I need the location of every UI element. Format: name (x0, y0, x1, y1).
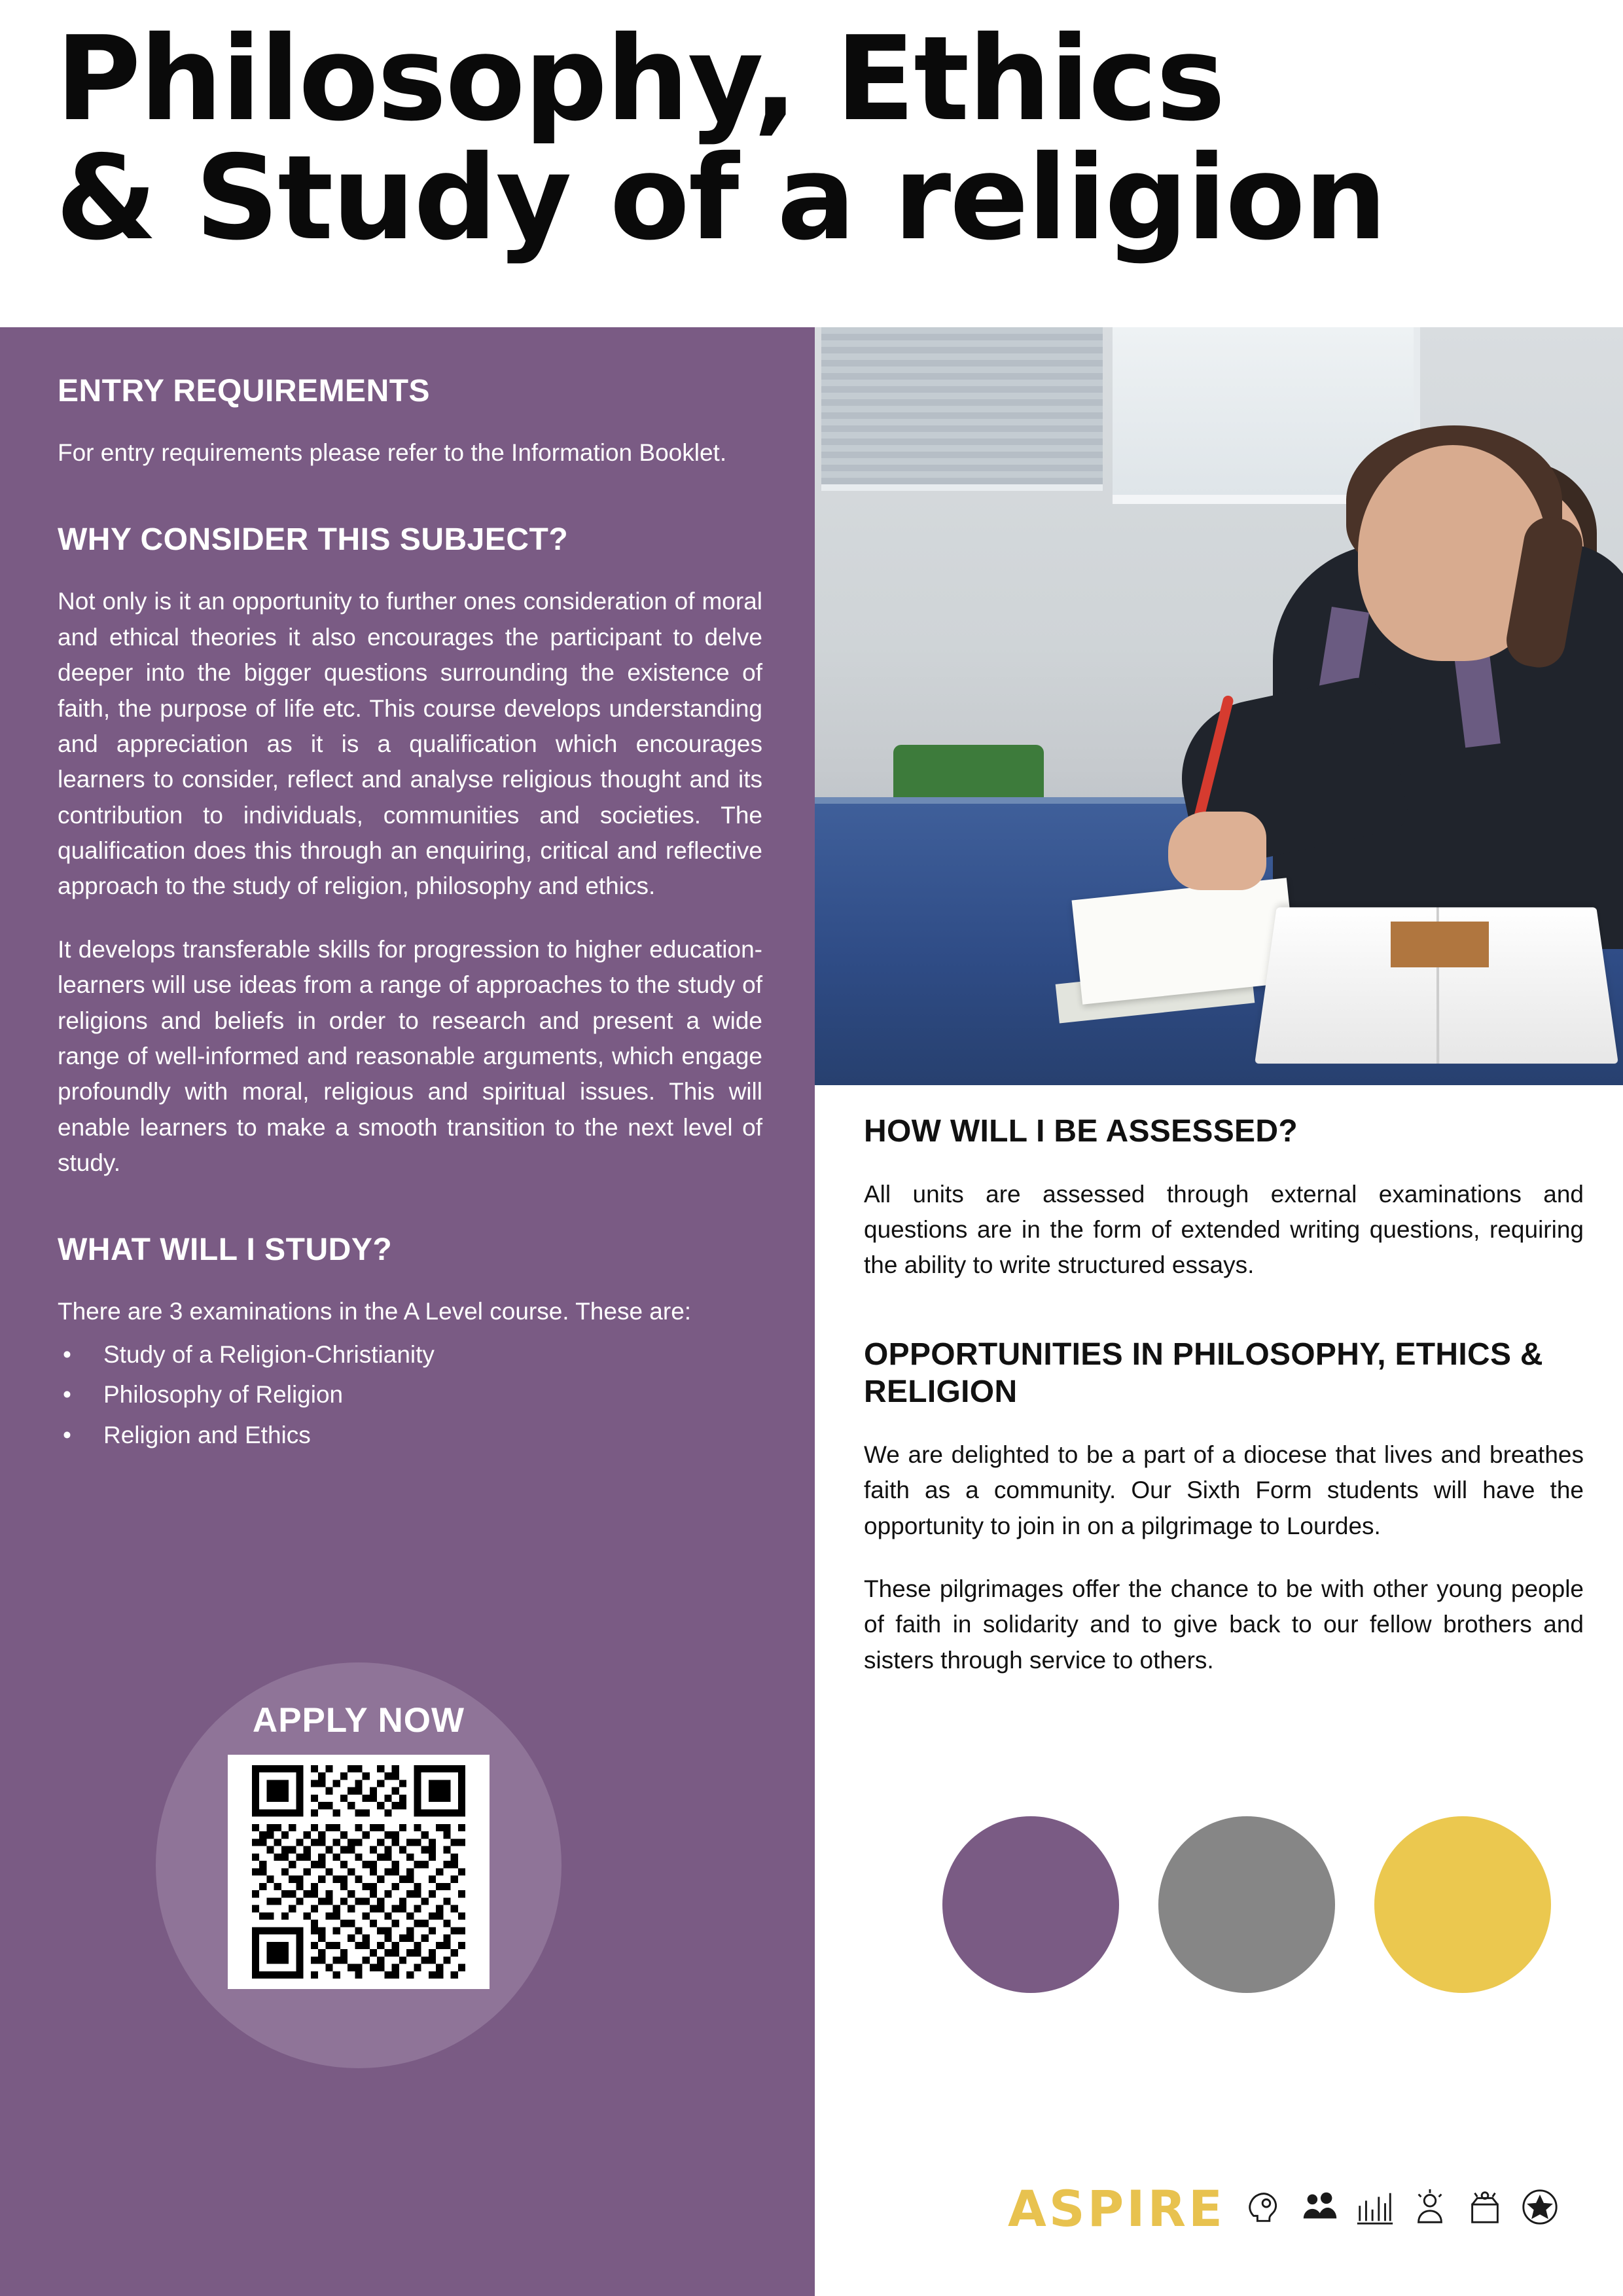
opportunities-heading: OPPORTUNITIES IN PHILOSOPHY, ETHICS & RELIGION (864, 1336, 1543, 1410)
decorative-dots (942, 1816, 1551, 1993)
why-consider-paragraph-2: It develops transferable skills for progression to higher education- learners will use ideas from a range of approaches to the study of religions and beliefs in order to research and present a wide range of well-informed and reasonable arguments, which engage profoundly with moral, religious and spiritual issues. This will enable learners to make a smooth transition to the next level of study. (58, 935, 762, 1176)
assessment-heading: HOW WILL I BE ASSESSED? (864, 1114, 1298, 1149)
photo-book-image (1391, 922, 1489, 967)
head-thinking-icon (1245, 2187, 1285, 2231)
entry-requirements-heading: ENTRY REQUIREMENTS (58, 374, 431, 408)
list-item: • Philosophy of Religion (58, 1376, 762, 1413)
page-title (56, 11, 1584, 266)
list-item: • Religion and Ethics (58, 1417, 762, 1454)
poster-header (0, 0, 1623, 327)
page-title-line-1: Philosophy, Ethics (56, 11, 1224, 147)
photo-blind (821, 327, 1103, 491)
why-consider-heading: WHY CONSIDER THIS SUBJECT? (58, 522, 569, 558)
opportunities-paragraph-2: These pilgrimages offer the chance to be with other young people of faith in solidarity and to give back to our fellow brothers and sisters through service to others. (864, 1575, 1584, 1674)
qr-code-image (238, 1765, 479, 1979)
assessment-body: All units are assessed through external examinations and questions are in the form of extended writing questions, requiring the ability to write structured essays. (864, 1180, 1584, 1279)
yellow-dot (1374, 1816, 1551, 1993)
footer-icon-row (1245, 2187, 1560, 2231)
people-group-icon (1300, 2187, 1340, 2231)
right-column (864, 1113, 1584, 1706)
box-gears-icon (1465, 2187, 1505, 2231)
what-will-i-study-intro: There are 3 examinations in the A Level course. These are: (58, 1298, 692, 1325)
apply-now-badge[interactable] (156, 1662, 562, 2068)
bar-chart-growth-icon (1355, 2187, 1395, 2231)
list-item: • Study of a Religion-Christianity (58, 1336, 762, 1373)
what-will-i-study-heading: WHAT WILL I STUDY? (58, 1232, 393, 1268)
photo-student-hand (1168, 812, 1266, 890)
study-list (58, 1336, 762, 1454)
aspire-logo: ASPIRE (1008, 2179, 1225, 2238)
opportunities-paragraph-1: We are delighted to be a part of a diocese that lives and breathes faith as a community. Our Sixth Form students will have the opportunity to join in on a pilgrimage to Lourdes. (864, 1441, 1584, 1539)
grey-dot (1158, 1816, 1335, 1993)
footer (1008, 2179, 1560, 2238)
qr-code[interactable] (228, 1755, 490, 1989)
purple-dot (942, 1816, 1119, 1993)
why-consider-paragraph-1: Not only is it an opportunity to further ones consideration of moral and ethical theories it also encourages the participant to delve deeper into the bigger questions surrounding the existence of faith, the purpose of life etc. This course develops understanding and appreciation as it is a qualification which encourages learners to consider, reflect and analyse religious thought and its contribution to individuals, communities and societies. The qualification does this through an enquiring, critical and reflective approach to the study of religion, philosophy and ethics. (58, 588, 762, 900)
star-badge-icon (1520, 2187, 1560, 2231)
classroom-photo (815, 327, 1623, 1085)
person-idea-icon (1410, 2187, 1450, 2231)
page-title-line-2: & Study of a religion (56, 130, 1386, 266)
entry-requirements-body: For entry requirements please refer to the Information Booklet. (58, 439, 727, 466)
apply-now-label: APPLY NOW (252, 1701, 465, 1740)
